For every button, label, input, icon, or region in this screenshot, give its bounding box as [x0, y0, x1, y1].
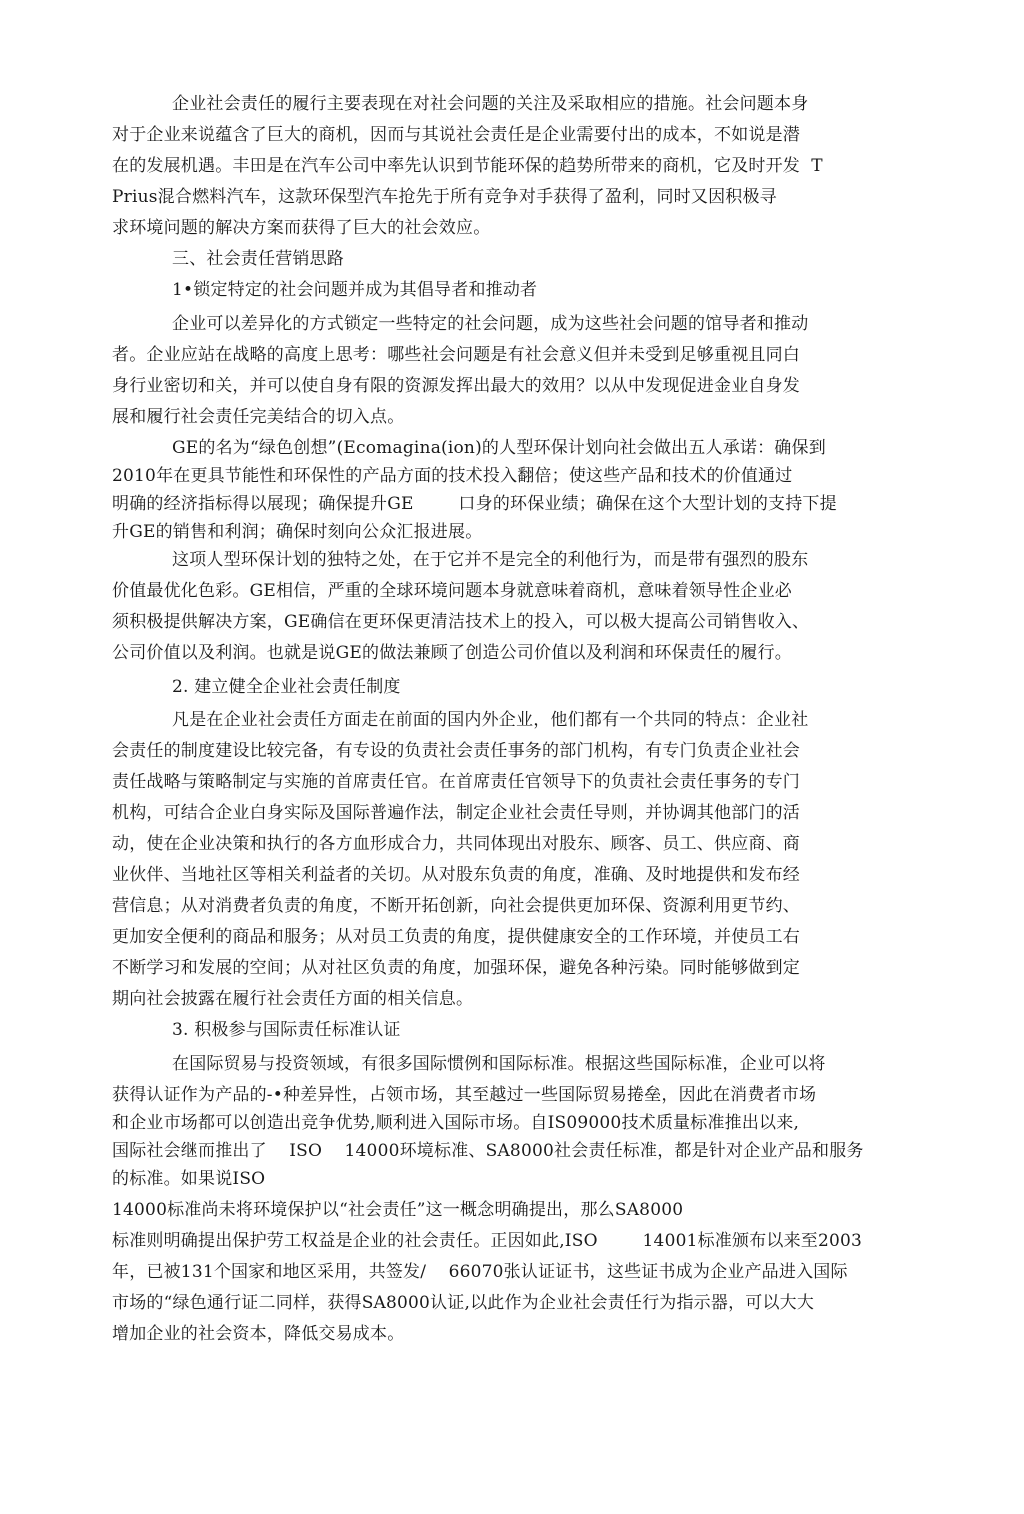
text-line: 在的发展机遇。丰田是在汽车公司中率先认识到节能环保的趋势所带来的商机，它及时开发 T — [112, 156, 823, 176]
text-line: 企业可以差异化的方式锁定一些特定的社会问题，成为这些社会问题的馆导者和推动 — [172, 314, 809, 334]
text-line: 市场的“绿色通行证二同样，获得SA8000认证,以此作为企业社会责任行为指示器，可以大大 — [112, 1293, 815, 1313]
section-heading: 三、社会责任营销思路 — [172, 249, 344, 269]
text-line: 2010年在更具节能性和环保性的产品方面的技术投入翻倍；使这些产品和技术的价值通过 — [112, 466, 793, 486]
text-line: 营信息；从对消费者负责的角度，不断开拓创新，向社会提供更加环保、资源利用更节约、 — [112, 896, 800, 916]
text-line: 增加企业的社会资本，降低交易成本。 — [112, 1324, 405, 1344]
subsection-heading: 3. 积极参与国际责任标准认证 — [172, 1020, 401, 1040]
text-line: 和企业市场都可以创造出竞争优势,顺利进入国际市场。自IS09000技术质量标准推出以来, — [112, 1113, 800, 1133]
text-line: 企业社会责任的履行主要表现在对社会问题的关注及采取相应的措施。社会问题本身 — [172, 94, 809, 114]
text-line: 期向社会披露在履行社会责任方面的相关信息。 — [112, 989, 474, 1009]
subsection-heading: 2. 建立健全企业社会责任制度 — [172, 677, 401, 697]
text-line: 展和履行社会责任完美结合的切入点。 — [112, 407, 405, 427]
text-line: 求环境问题的解决方案而获得了巨大的社会效应。 — [112, 218, 491, 238]
text-line: GE的名为“绿色创想”(Ecomagina(ion)的人型环保计划向社会做出五人承诺：确保到 — [172, 438, 826, 458]
text-line: 年，已被131个国家和地区采用，共签发/ 66070张认证证书，这些证书成为企业产品进入国际 — [112, 1262, 848, 1282]
text-line: 不断学习和发展的空间；从对社区负责的角度，加强环保，避免各种污染。同时能够做到定 — [112, 958, 800, 978]
text-line: 更加安全便利的商品和服务；从对员工负责的角度，提供健康安全的工作环境，并使员工右 — [112, 927, 800, 947]
subsection-heading: 1•锁定特定的社会问题并成为其倡导者和推动者 — [172, 280, 538, 300]
text-line: Prius混合燃料汽车，这款环保型汽车抢先于所有竞争对手获得了盈利，同时又因积极寻 — [112, 187, 777, 207]
text-line: 14000标准尚未将环境保护以“社会责任”这一概念明确提出，那么SA8000 — [112, 1200, 684, 1220]
text-line: 会责任的制度建设比较完备，有专设的负责社会责任事务的部门机构，有专门负责企业社会 — [112, 741, 800, 761]
text-line: 获得认证作为产品的-•种差异性，占领市场，其至越过一些国际贸易捲垒，因此在消费者市场 — [112, 1085, 817, 1105]
text-line: 动，使在企业决策和执行的各方血形成合力，共同体现出对股东、顾客、员工、供应商、商 — [112, 834, 800, 854]
text-line: 升GE的销售和利润；确保时刻向公众汇报进展。 — [112, 522, 483, 542]
text-line: 机构，可结合企业白身实际及国际普遍作法，制定企业社会责任导则，并协调其他部门的活 — [112, 803, 800, 823]
text-line: 标准则明确提出保护劳工权益是企业的社会责任。正因如此,ISO 14001标准颁布以来至2003 — [112, 1231, 863, 1251]
text-line: 明确的经济指标得以展现；确保提升GE 口身的环保业绩；确保在这个大型计划的支持下提 — [112, 494, 837, 514]
text-line: 者。企业应站在战略的高度上思考：哪些社会问题是有社会意义但并未受到足够重视且同白 — [112, 345, 800, 365]
text-line: 凡是在企业社会责任方面走在前面的国内外企业，他们都有一个共同的特点：企业社 — [172, 710, 809, 730]
text-line: 业伙伴、当地社区等相关利益者的关切。从对股东负责的角度，准确、及时地提供和发布经 — [112, 865, 800, 885]
text-line: 对于企业来说蕴含了巨大的商机，因而与其说社会责任是企业需要付出的成本，不如说是潜 — [112, 125, 800, 145]
text-line: 责任战略与策略制定与实施的首席责任官。在首席责任官领导下的负责社会责任事务的专门 — [112, 772, 800, 792]
text-line: 的标准。如果说ISO — [112, 1169, 266, 1189]
text-line: 价值最优化色彩。GE相信，严重的全球环境问题本身就意味着商机，意味着领导性企业必 — [112, 581, 792, 601]
text-line: 身行业密切和关，并可以使自身有限的资源发挥出最大的效用？以从中发现促进金业自身发 — [112, 376, 800, 396]
text-line: 公司价值以及利润。也就是说GE的做法兼顾了创造公司价值以及利润和环保责任的履行。 — [112, 643, 792, 663]
text-line: 须积极提供解决方案，GE确信在更环保更清洁技术上的投入，可以极大提高公司销售收入、 — [112, 612, 810, 632]
text-line: 这项人型环保计划的独特之处，在于它并不是完全的利他行为，而是带有强烈的股东 — [172, 550, 809, 570]
text-line: 在国际贸易与投资领域，有很多国际惯例和国际标准。根据这些国际标准，企业可以将 — [172, 1054, 826, 1074]
text-line: 国际社会继而推出了 ISO 14000环境标准、SA8000社会责任标准，都是针对企业产品和服务 — [112, 1141, 864, 1161]
